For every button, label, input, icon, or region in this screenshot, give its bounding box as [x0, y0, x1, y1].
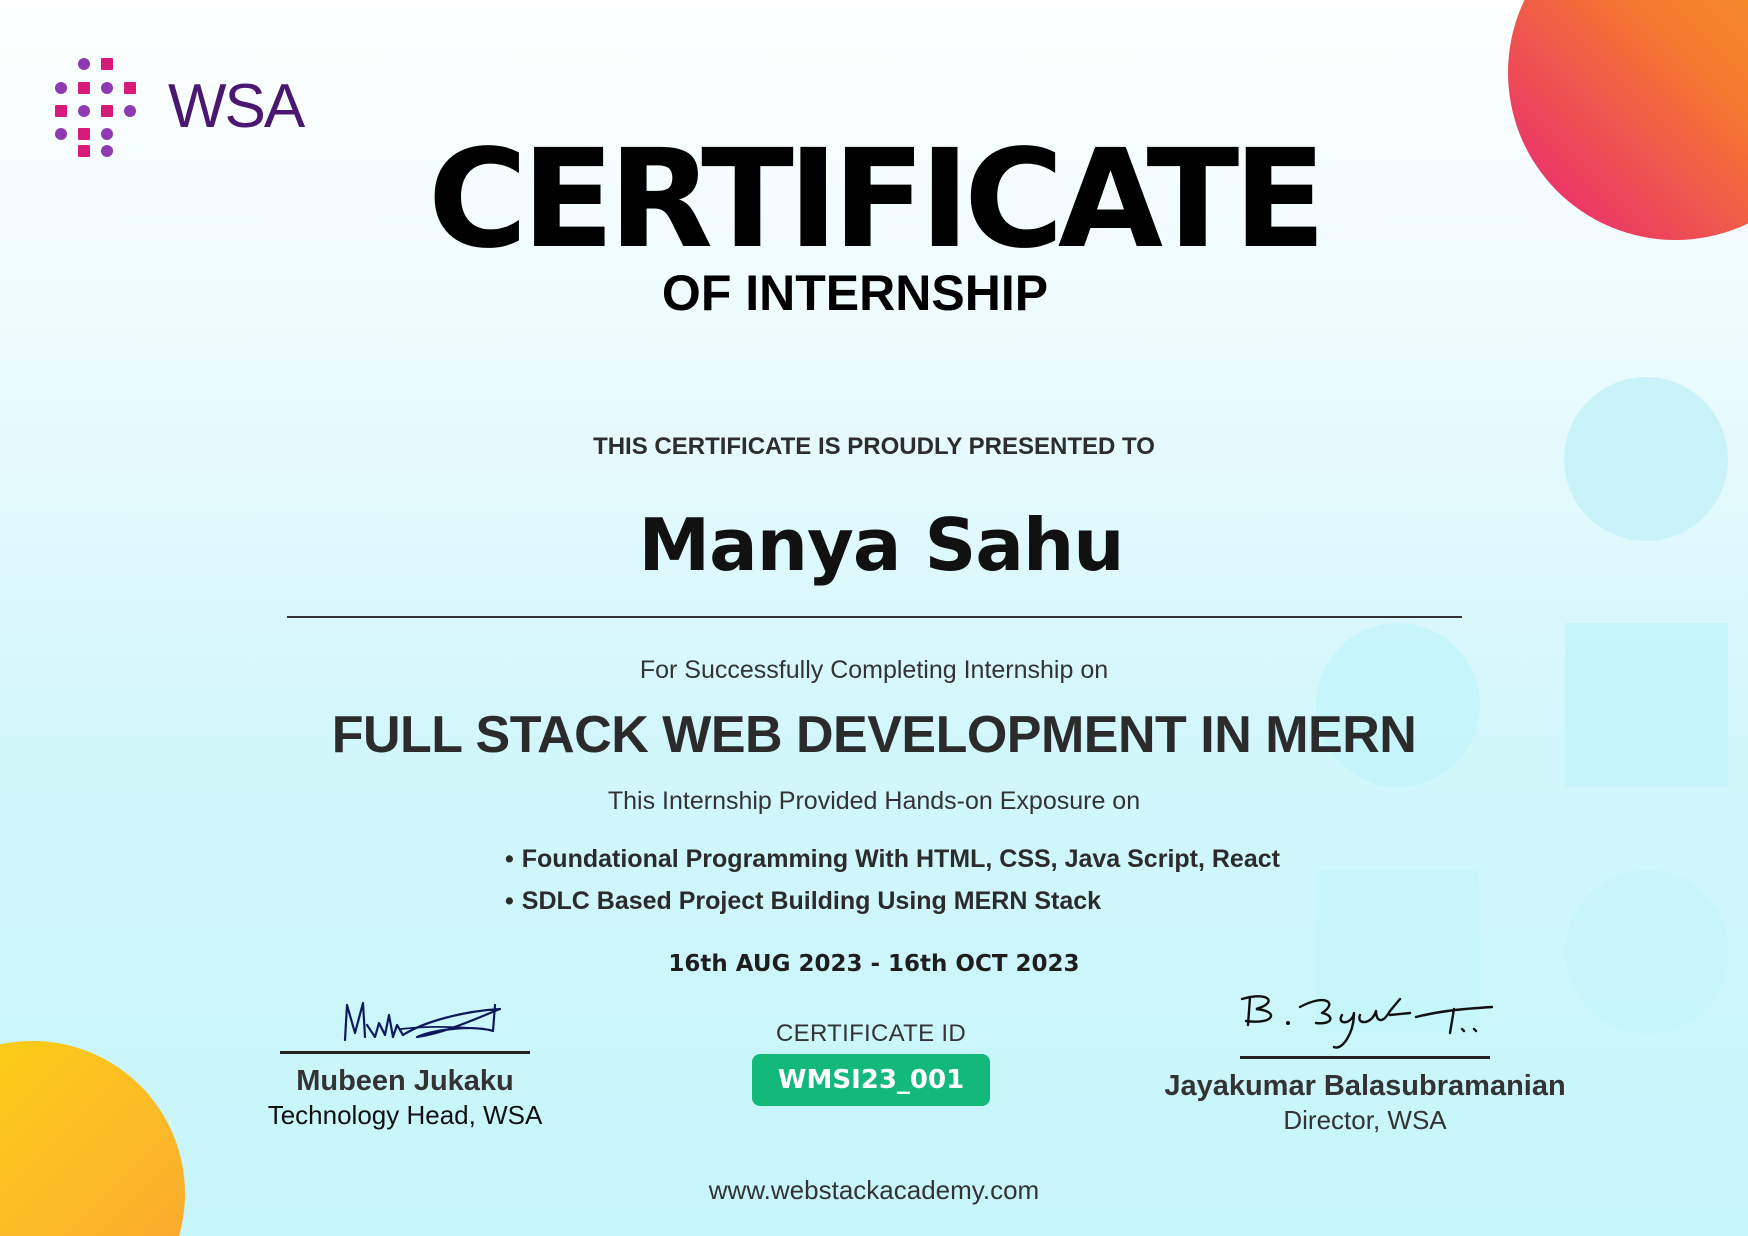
- signature-icon: [1230, 985, 1500, 1055]
- topic-item: • SDLC Based Project Building Using MERN Stack: [505, 882, 1280, 924]
- decorative-yellow-circle: [0, 1041, 185, 1236]
- signature-line: [280, 1051, 530, 1054]
- certificate-id-badge: WMSI23_001: [752, 1054, 990, 1106]
- signature-block-right: [1115, 985, 1615, 1136]
- certificate-id-block: [752, 1020, 990, 1106]
- website-link[interactable]: www.webstackacademy.com: [708, 1175, 1040, 1205]
- signatory-role: Technology Head, WSA: [267, 1100, 543, 1130]
- signature-line: [1240, 1056, 1490, 1059]
- logo-text: WSA: [168, 72, 304, 141]
- topics-list: [505, 840, 1280, 924]
- certificate-title: CERTIFICATE: [427, 121, 1321, 279]
- internship-dates: 16th AUG 2023 - 16th OCT 2023: [668, 951, 1080, 977]
- signature-block-left: [230, 985, 580, 1131]
- presented-to-text: THIS CERTIFICATE IS PROUDLY PRESENTED TO: [593, 433, 1155, 460]
- recipient-name: Manya Sahu: [638, 503, 1124, 587]
- certificate-subtitle: OF INTERNSHIP: [661, 265, 1049, 321]
- certificate-id-label: CERTIFICATE ID: [776, 1020, 966, 1047]
- signatory-role: Director, WSA: [1283, 1105, 1447, 1135]
- topic-item: • Foundational Programming With HTML, CSS, Java Script, React: [505, 840, 1280, 882]
- completing-text: For Successfully Completing Internship on: [639, 656, 1109, 684]
- exposure-text: This Internship Provided Hands-on Exposure on: [607, 787, 1141, 815]
- signature-icon: [305, 985, 505, 1049]
- course-title: FULL STACK WEB DEVELOPMENT IN MERN: [331, 706, 1417, 764]
- name-underline: [287, 616, 1462, 618]
- signatory-name: Jayakumar Balasubramanian: [1164, 1070, 1566, 1102]
- signatory-name: Mubeen Jukaku: [296, 1065, 514, 1097]
